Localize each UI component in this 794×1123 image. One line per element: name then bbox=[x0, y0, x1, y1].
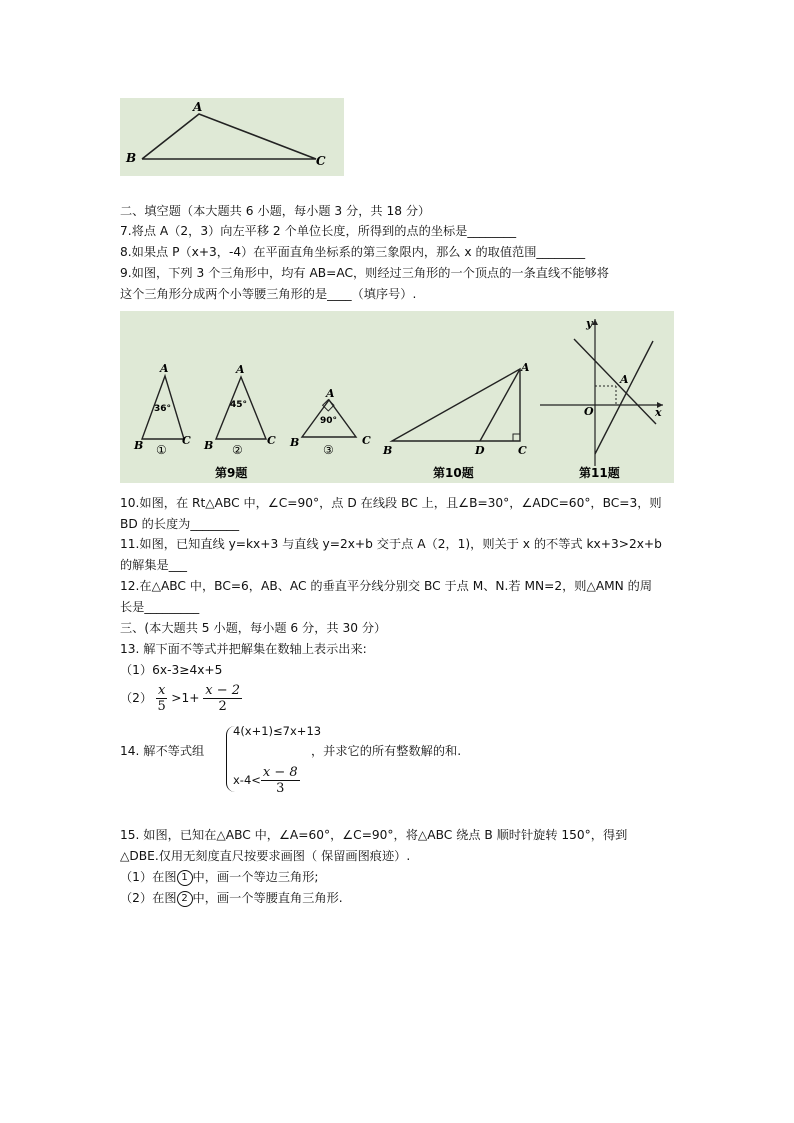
figure-q10 bbox=[382, 361, 530, 457]
question-14-label: 14. 解不等式组 bbox=[120, 744, 205, 758]
question-13-part-2: （2） $\frac{x}{5}$ >1+ $\frac{x - 2}{2}$ bbox=[120, 683, 241, 714]
caption-q9: 第9题 bbox=[215, 466, 248, 480]
triangle-1 bbox=[133, 362, 191, 457]
question-14-suffix: ，并求它的所有整数解的和. bbox=[311, 744, 462, 758]
svg-text:C: C bbox=[267, 434, 276, 447]
caption-q11: 第11题 bbox=[579, 466, 620, 480]
question-11-line-2: 的解集是___ bbox=[120, 558, 188, 572]
question-11-line-1: 11.如图，已知直线 y=kx+3 与直线 y=2x+b 交于点 A（2，1)，则关于 x 的不等式 kx+3>2x+b bbox=[120, 537, 662, 551]
label-a: A bbox=[193, 100, 203, 114]
question-10-line-1: 10.如图，在 Rt△ABC 中，∠C=90°，点 D 在线段 BC 上，且∠B=30°，∠ADC=60°，BC=3，则 bbox=[120, 496, 662, 510]
svg-text:③: ③ bbox=[323, 443, 334, 457]
question-15-part-1: （1）在图 1 中，画一个等边三角形; bbox=[120, 870, 319, 884]
question-12-line-1: 12.在△ABC 中，BC=6，AB、AC 的垂直平分线分别交 BC 于点 M、N.若 MN=2，则△AMN 的周 bbox=[120, 579, 653, 593]
question-9-line-2: 这个三角形分成两个小等腰三角形的是____（填序号）. bbox=[120, 287, 417, 301]
question-15-line-2: △DBE.仅用无刻度直尺按要求画图（ 保留画图痕迹）. bbox=[120, 849, 411, 863]
caption-q10: 第10题 bbox=[433, 466, 474, 480]
svg-text:B: B bbox=[204, 439, 214, 452]
svg-text:①: ① bbox=[156, 443, 167, 457]
svg-text:B: B bbox=[290, 436, 300, 449]
question-10-line-2: BD 的长度为________ bbox=[120, 517, 240, 531]
label-b: B bbox=[126, 151, 137, 165]
svg-text:C: C bbox=[362, 434, 371, 447]
section-3-heading: 三、(本大题共 5 小题，每小题 6 分，共 30 分） bbox=[120, 621, 387, 635]
triangle-3 bbox=[289, 387, 371, 457]
svg-text:C: C bbox=[182, 434, 191, 447]
svg-text:C: C bbox=[518, 444, 527, 457]
label-c: C bbox=[316, 154, 326, 168]
question-13-part-1: （1）6x-3≥4x+5 bbox=[120, 663, 223, 677]
fraction-x-over-5: $\frac{x}{5}$ bbox=[157, 683, 166, 714]
figure-q11 bbox=[540, 317, 663, 466]
svg-text:45°: 45° bbox=[230, 400, 248, 410]
figure-triangle-abc bbox=[120, 98, 344, 176]
svg-text:O: O bbox=[584, 405, 594, 418]
svg-text:A: A bbox=[620, 373, 629, 386]
svg-text:x: x bbox=[655, 406, 662, 419]
svg-text:B: B bbox=[134, 439, 144, 452]
circled-number-1: 1 bbox=[177, 870, 193, 886]
section-2-heading: 二、填空题（本大题共 6 小题，每小题 3 分，共 18 分） bbox=[120, 204, 431, 218]
question-12-line-2: 长是_________ bbox=[120, 600, 200, 614]
svg-text:B: B bbox=[383, 444, 393, 457]
svg-text:y: y bbox=[586, 317, 593, 330]
fraction-x-minus-8-over-3: $\frac{x - 8}{3}$ bbox=[262, 765, 298, 796]
svg-text:36°: 36° bbox=[154, 404, 172, 414]
question-7: 7.将点 A（2，3）向左平移 2 个单位长度，所得到的点的坐标是________ bbox=[120, 224, 517, 238]
question-9-line-1: 9.如图，下列 3 个三角形中，均有 AB=AC，则经过三角形的一个顶点的一条直线不能够将 bbox=[120, 266, 609, 280]
svg-text:A: A bbox=[236, 363, 245, 376]
svg-text:A: A bbox=[326, 387, 335, 400]
svg-text:90°: 90° bbox=[320, 416, 338, 426]
figure-row-q9-q10-q11 bbox=[120, 311, 674, 483]
fraction-x-minus-2-over-2: $\frac{x - 2}{2}$ bbox=[205, 683, 241, 714]
svg-text:②: ② bbox=[232, 443, 243, 457]
svg-text:A: A bbox=[160, 362, 169, 375]
circled-number-2: 2 bbox=[177, 891, 193, 907]
question-15-part-2: （2）在图 2 中，画一个等腰直角三角形. bbox=[120, 891, 343, 905]
triangle-2 bbox=[203, 363, 276, 457]
inequality-1: 4(x+1)≤7x+13 bbox=[233, 724, 322, 738]
question-15-line-1: 15. 如图，已知在△ABC 中，∠A=60°，∠C=90°，将△ABC 绕点 B 顺时针旋转 150°，得到 bbox=[120, 828, 628, 842]
inequality-2: x-4< $\frac{x - 8}{3}$ bbox=[233, 765, 298, 796]
question-8: 8.如果点 P（x+3，-4）在平面直角坐标系的第三象限内，那么 x 的取值范围________ bbox=[120, 245, 586, 259]
figures-drawing bbox=[120, 311, 674, 483]
svg-text:D: D bbox=[475, 444, 485, 457]
triangle-abc-drawing bbox=[120, 98, 344, 176]
svg-text:A: A bbox=[521, 361, 530, 374]
question-13: 13. 解下面不等式并把解集在数轴上表示出来: bbox=[120, 642, 367, 656]
